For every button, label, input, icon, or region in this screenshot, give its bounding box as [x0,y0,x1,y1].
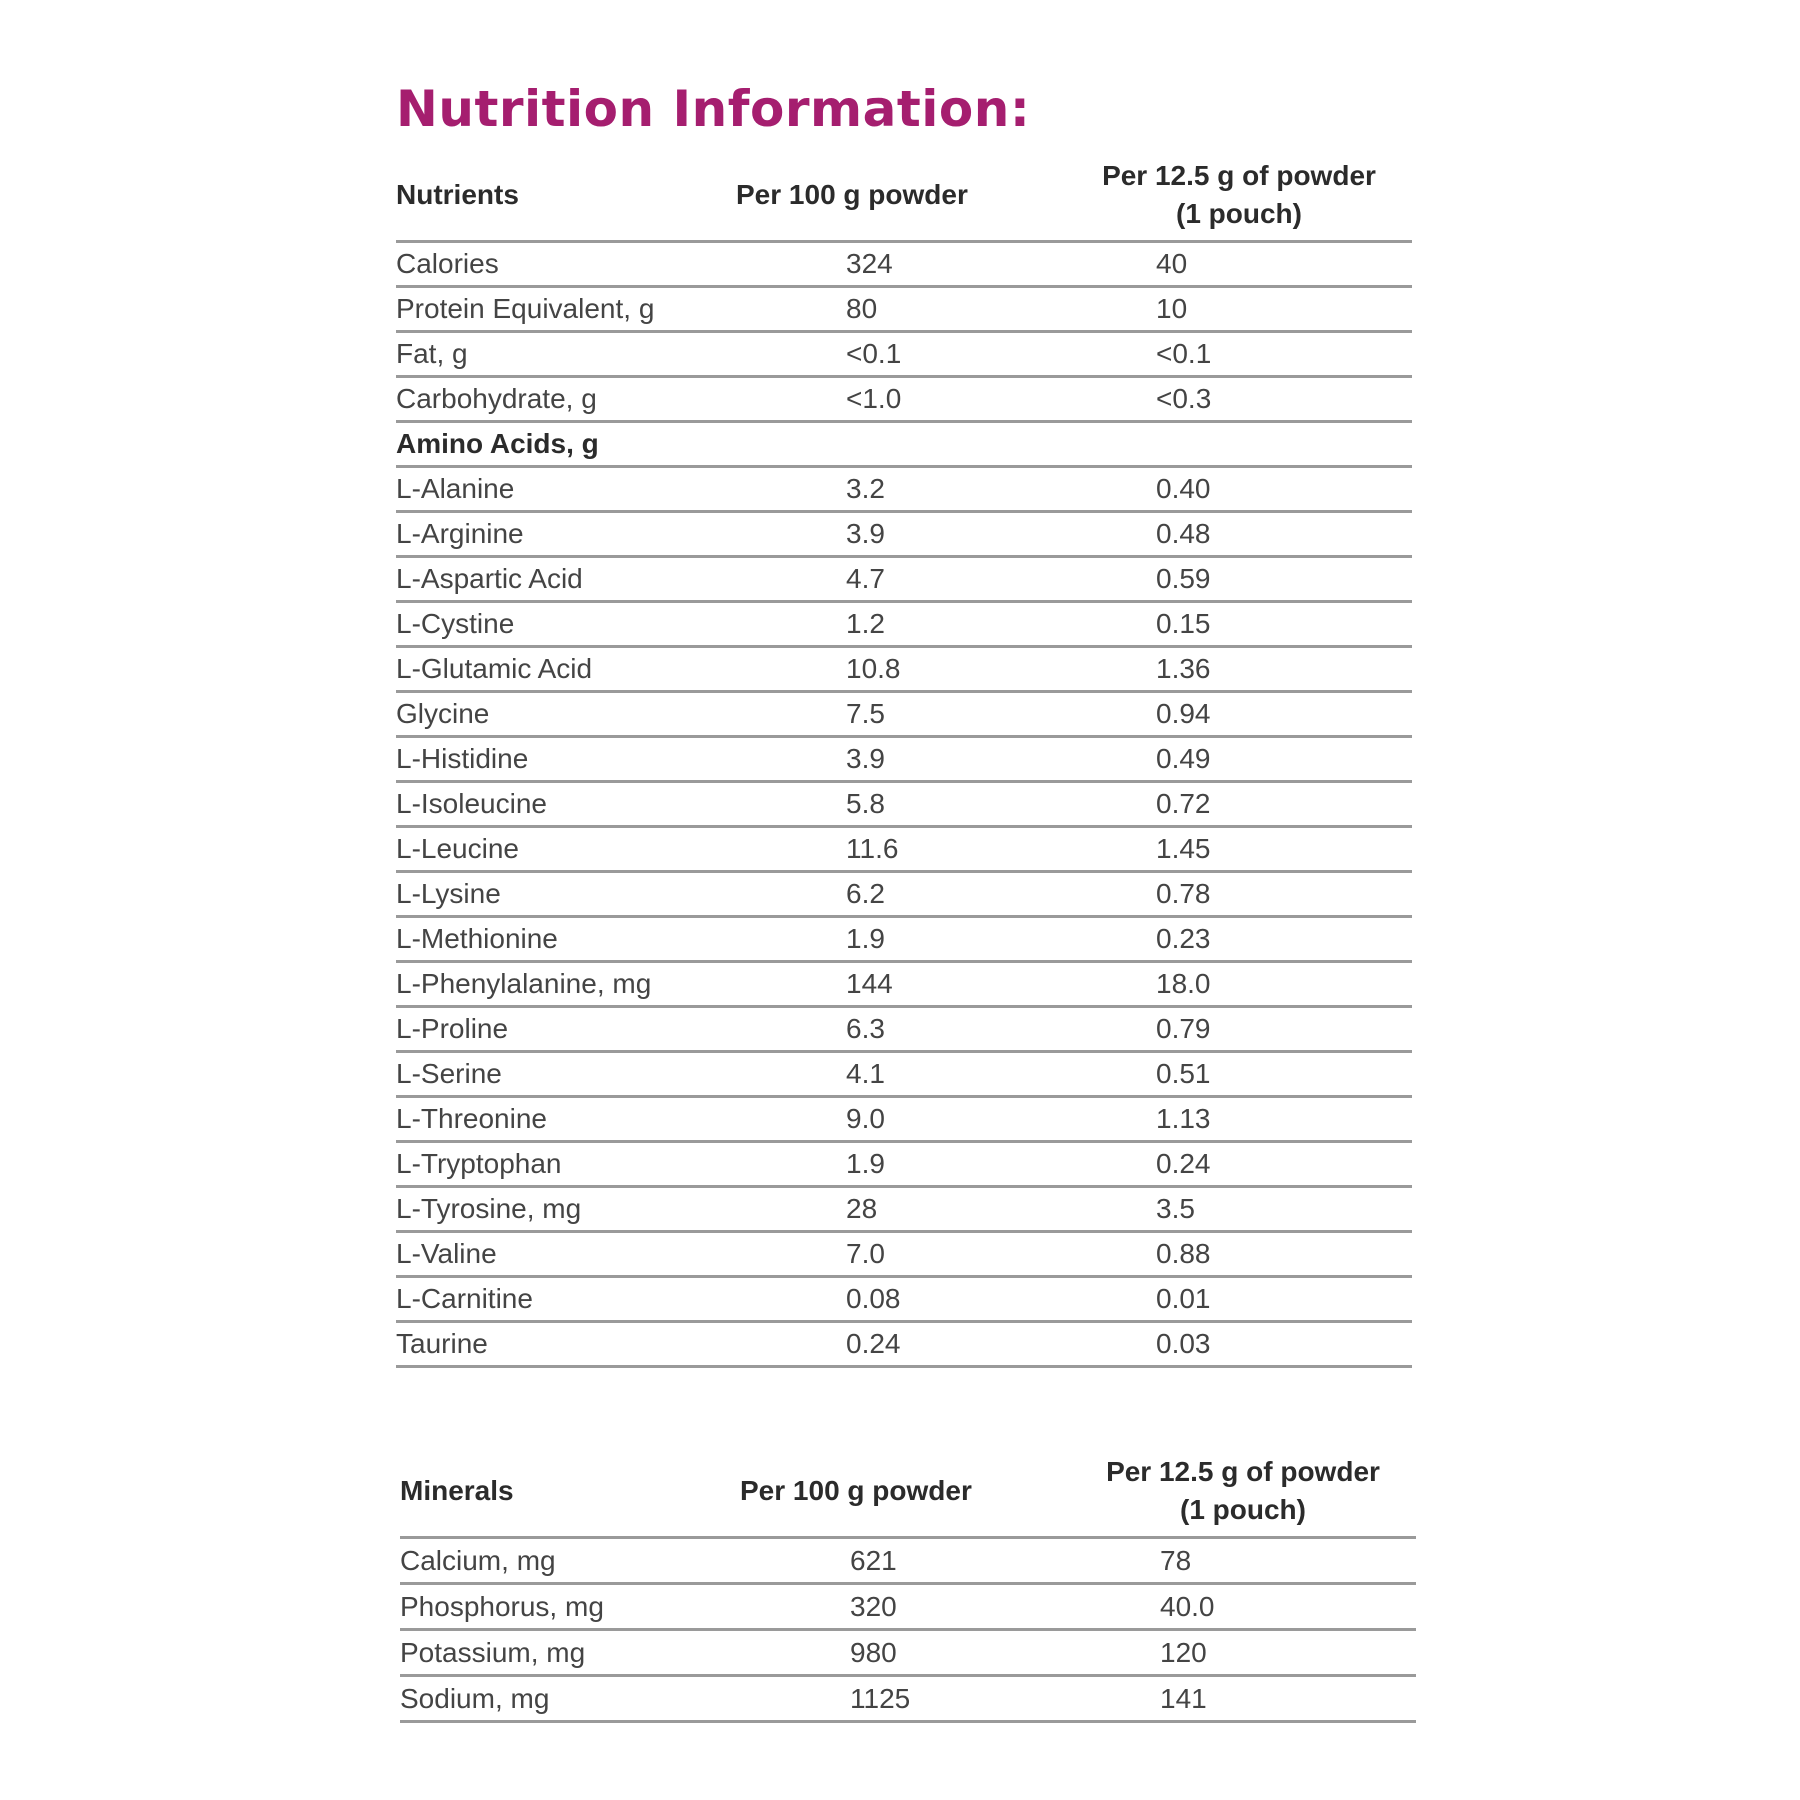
value-per-pouch: 0.23 [1066,917,1412,962]
header-nutrients: Nutrients [396,150,736,242]
value-per-pouch: 0.94 [1066,692,1412,737]
header-per-pouch-line1: Per 12.5 g of powder [1102,160,1376,191]
value-per-100g: 28 [736,1187,1066,1232]
value-per-pouch: 0.72 [1066,782,1412,827]
value-per-pouch: 141 [1070,1676,1416,1722]
value-per-100g: 980 [740,1630,1070,1676]
value-per-pouch: 78 [1070,1538,1416,1584]
nutrient-name: L-Methionine [396,917,736,962]
nutrient-name: L-Valine [396,1232,736,1277]
nutrient-name: L-Carnitine [396,1277,736,1322]
value-per-pouch: 0.24 [1066,1142,1412,1187]
value-per-pouch: 0.48 [1066,512,1412,557]
value-per-100g: 7.0 [736,1232,1066,1277]
value-per-pouch: 0.40 [1066,467,1412,512]
nutrient-name: L-Cystine [396,602,736,647]
table-row [396,602,1412,647]
value-per-pouch: 0.01 [1066,1277,1412,1322]
table-row [400,1538,1416,1584]
header-per-pouch [1066,150,1412,242]
value-per-pouch: 1.13 [1066,1097,1412,1142]
table-row [396,1322,1412,1367]
table-row [396,1142,1412,1187]
nutrient-name: L-Serine [396,1052,736,1097]
table-row [396,917,1412,962]
nutrient-name: L-Leucine [396,827,736,872]
value-per-100g: 11.6 [736,827,1066,872]
value-per-100g: 5.8 [736,782,1066,827]
nutrient-name: Amino Acids, g [396,422,736,467]
value-per-pouch: 18.0 [1066,962,1412,1007]
value-per-100g: 6.2 [736,872,1066,917]
table-row [400,1630,1416,1676]
value-per-pouch: 3.5 [1066,1187,1412,1232]
value-per-100g: 4.7 [736,557,1066,602]
nutrient-name: L-Proline [396,1007,736,1052]
value-per-100g: 3.9 [736,737,1066,782]
table-row [396,557,1412,602]
value-per-100g: 324 [736,242,1066,287]
table-row [396,1052,1412,1097]
table-row [396,332,1412,377]
value-per-pouch: 10 [1066,287,1412,332]
value-per-pouch: 0.59 [1066,557,1412,602]
nutrient-name: L-Histidine [396,737,736,782]
nutrient-name: L-Phenylalanine, mg [396,962,736,1007]
value-per-100g: 320 [740,1584,1070,1630]
minerals-table [400,1446,1416,1723]
table-section-row [396,422,1412,467]
table-row [396,287,1412,332]
nutrient-name: Fat, g [396,332,736,377]
value-per-pouch: 1.36 [1066,647,1412,692]
table-row [396,1187,1412,1232]
value-per-100g: 3.2 [736,467,1066,512]
nutrient-name: L-Glutamic Acid [396,647,736,692]
header-per-pouch-line2: (1 pouch) [1176,198,1302,229]
table-row [396,872,1412,917]
value-per-100g: 1.2 [736,602,1066,647]
value-per-100g: <1.0 [736,377,1066,422]
value-per-100g: 80 [736,287,1066,332]
table-header-row [400,1446,1416,1538]
value-per-100g [736,422,1066,467]
header-per-100g: Per 100 g powder [740,1446,1070,1538]
nutrient-name: Protein Equivalent, g [396,287,736,332]
header-per-pouch [1070,1446,1416,1538]
value-per-100g: 621 [740,1538,1070,1584]
table-row [396,737,1412,782]
table-row [396,962,1412,1007]
value-per-100g: 1.9 [736,917,1066,962]
value-per-pouch: 0.15 [1066,602,1412,647]
header-minerals: Minerals [400,1446,740,1538]
nutrient-name: L-Lysine [396,872,736,917]
nutrient-name: Potassium, mg [400,1630,740,1676]
value-per-pouch: 0.88 [1066,1232,1412,1277]
table-row [396,827,1412,872]
value-per-100g: 144 [736,962,1066,1007]
value-per-100g: 1125 [740,1676,1070,1722]
value-per-100g: 10.8 [736,647,1066,692]
table-row [400,1584,1416,1630]
value-per-pouch: 0.49 [1066,737,1412,782]
value-per-100g: 7.5 [736,692,1066,737]
nutrient-name: L-Tryptophan [396,1142,736,1187]
table-row [400,1676,1416,1722]
value-per-100g: 3.9 [736,512,1066,557]
header-per-pouch-line1: Per 12.5 g of powder [1106,1456,1380,1487]
value-per-100g: 0.08 [736,1277,1066,1322]
nutrient-name: Phosphorus, mg [400,1584,740,1630]
nutrient-name: L-Tyrosine, mg [396,1187,736,1232]
nutrient-name: Carbohydrate, g [396,377,736,422]
header-per-pouch-line2: (1 pouch) [1180,1494,1306,1525]
table-row [396,1007,1412,1052]
nutrient-name: Calcium, mg [400,1538,740,1584]
nutrient-name: Sodium, mg [400,1676,740,1722]
table-header-row [396,150,1412,242]
nutrient-name: L-Aspartic Acid [396,557,736,602]
value-per-100g: 9.0 [736,1097,1066,1142]
nutrient-name: L-Isoleucine [396,782,736,827]
value-per-pouch: 0.78 [1066,872,1412,917]
table-row [396,647,1412,692]
nutrient-name: Taurine [396,1322,736,1367]
value-per-100g: <0.1 [736,332,1066,377]
nutrient-name: L-Arginine [396,512,736,557]
value-per-pouch: 120 [1070,1630,1416,1676]
table-row [396,782,1412,827]
table-row [396,1097,1412,1142]
value-per-pouch: <0.3 [1066,377,1412,422]
value-per-pouch: 0.03 [1066,1322,1412,1367]
table-row [396,512,1412,557]
nutrient-name: L-Alanine [396,467,736,512]
table-row [396,1277,1412,1322]
table-row [396,1232,1412,1277]
value-per-pouch: 0.79 [1066,1007,1412,1052]
value-per-pouch: 40.0 [1070,1584,1416,1630]
value-per-pouch: 0.51 [1066,1052,1412,1097]
value-per-100g: 1.9 [736,1142,1066,1187]
table-row [396,242,1412,287]
value-per-pouch: 1.45 [1066,827,1412,872]
nutrients-table [396,150,1412,1368]
nutrient-name: L-Threonine [396,1097,736,1142]
value-per-pouch: 40 [1066,242,1412,287]
value-per-100g: 0.24 [736,1322,1066,1367]
nutrient-name: Glycine [396,692,736,737]
value-per-100g: 4.1 [736,1052,1066,1097]
table-row [396,692,1412,737]
value-per-100g: 6.3 [736,1007,1066,1052]
nutrient-name: Calories [396,242,736,287]
table-row [396,377,1412,422]
value-per-pouch [1066,422,1412,467]
page-title: Nutrition Information: [396,80,1031,138]
header-per-100g: Per 100 g powder [736,150,1066,242]
value-per-pouch: <0.1 [1066,332,1412,377]
table-row [396,467,1412,512]
